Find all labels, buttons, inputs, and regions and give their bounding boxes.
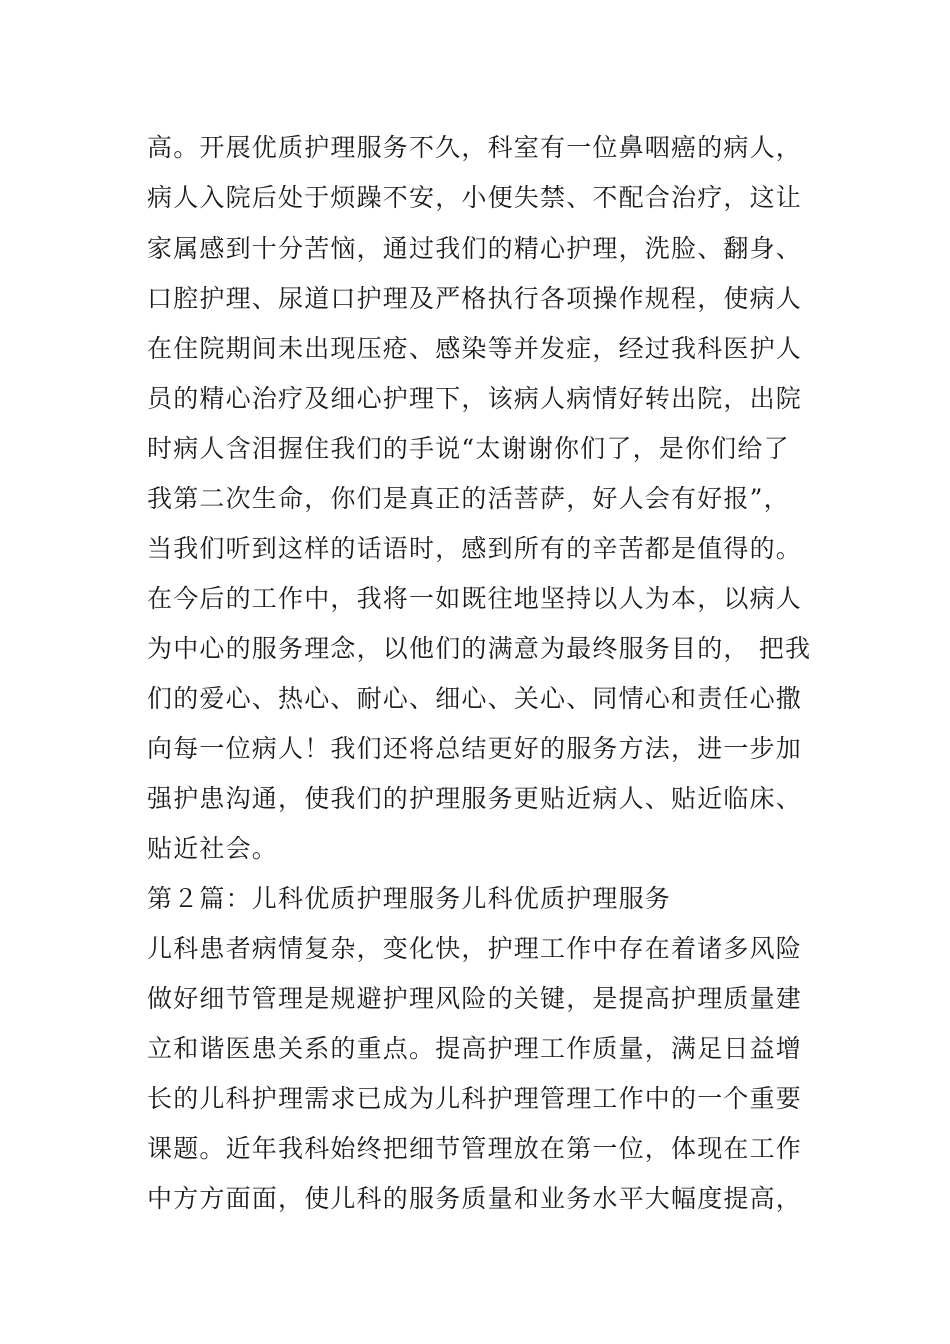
text-line: 口腔护理、尿道口护理及严格执行各项操作规程，使病人: [147, 284, 803, 313]
text-line: 病人入院后处于烦躁不安，小便失禁、不配合治疗，这让: [147, 183, 803, 212]
text-line: 为中心的服务理念，以他们的满意为最终服务目的， 把我: [147, 634, 812, 663]
text-line: 立和谐医患关系的重点。提高护理工作质量，满足日益增: [147, 1034, 803, 1063]
text-line: 高。开展优质护理服务不久，科室有一位鼻咽癌的病人，: [147, 133, 803, 162]
text-line: 做好细节管理是规避护理风险的关键，是提高护理质量建: [147, 984, 803, 1013]
text-line: 在住院期间未出现压疮、感染等并发症，经过我科医护人: [147, 334, 803, 363]
section-heading: 第２篇：儿科优质护理服务儿科优质护理服务: [147, 884, 672, 913]
text-line: 中方方面面，使儿科的服务质量和业务水平大幅度提高，: [147, 1184, 803, 1213]
text-line: 儿科患者病情复杂，变化快，护理工作中存在着诸多风险: [147, 934, 803, 963]
text-line: 贴近社会。: [147, 834, 279, 863]
text-line: 当我们听到这样的话语时，感到所有的辛苦都是值得的。: [147, 534, 803, 563]
text-line: 家属感到十分苦恼，通过我们的精心护理，洗脸、翻身、: [147, 234, 803, 263]
text-line: 长的儿科护理需求已成为儿科护理管理工作中的一个重要: [147, 1084, 803, 1113]
text-line: 员的精心治疗及细心护理下，该病人病情好转出院，出院: [147, 384, 803, 413]
text-line: 课题。近年我科始终把细节管理放在第一位，体现在工作: [147, 1134, 803, 1163]
text-line: 向每一位病人！我们还将总结更好的服务方法，进一步加: [147, 734, 803, 763]
text-line: 在今后的工作中，我将一如既往地坚持以人为本，以病人: [147, 584, 803, 613]
text-line: 们的爱心、热心、耐心、细心、关心、同情心和责任心撒: [147, 684, 803, 713]
text-line: 时病人含泪握住我们的手说“太谢谢你们了，是你们给了: [147, 434, 790, 463]
text-line: 我第二次生命，你们是真正的活菩萨，好人会有好报”，: [147, 484, 790, 513]
text-line: 强护患沟通，使我们的护理服务更贴近病人、贴近临床、: [147, 784, 803, 813]
